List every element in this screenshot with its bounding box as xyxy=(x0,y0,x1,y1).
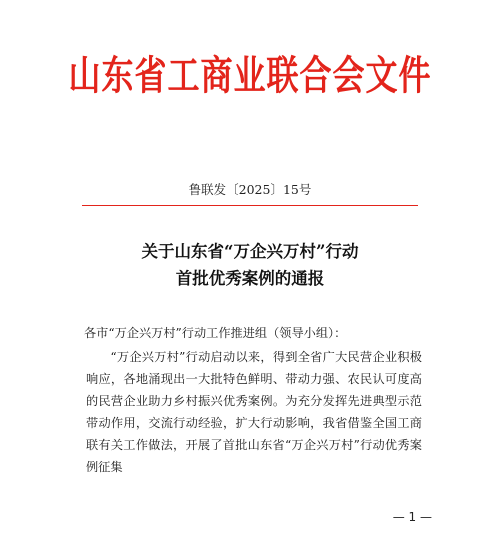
document-number: 鲁联发〔2025〕15号 xyxy=(188,182,312,197)
document-header-title: 山东省工商业联合会文件 xyxy=(68,51,432,99)
notice-body xyxy=(86,322,422,478)
notice-title xyxy=(0,238,500,292)
header-red-rule xyxy=(82,205,418,206)
page-number: — 1 — xyxy=(392,510,432,524)
notice-title-line-2: 首批优秀案例的通报 xyxy=(175,269,325,288)
salutation: 各市“万企兴万村”行动工作推进组（领导小组）： xyxy=(84,326,347,340)
notice-title-line-1: 关于山东省“万企兴万村”行动 xyxy=(141,242,359,261)
body-paragraph: “万企兴万村”行动启动以来，得到全省广大民营企业积极响应，各地涌现出一大批特色鲜明、带动力强、农民认可度高的民营企业助力乡村振兴优秀案例。为充分发挥先进典型示范带动作用，交流行动经验，扩大行动影响，我省借鉴全国工商联有关工作做法，开展了首批山东省“万企兴万村”行动优秀案例征集 xyxy=(86,350,422,474)
